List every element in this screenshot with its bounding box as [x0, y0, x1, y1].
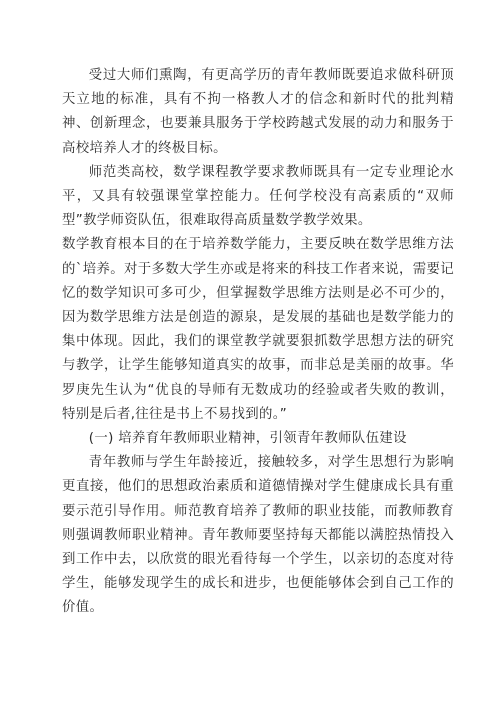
paragraph-teacher-goals: 受过大师们熏陶，有更高学历的青年教师既要追求做科研顶天立地的标准，具有不拘一格教人才的信念和新时代的批判精神、创新理念，也要兼具服务于学校跨越式发展的动力和服务于高校培养人才的终极目标。	[62, 68, 454, 156]
section-heading: (一) 培养育年教师职业精神，引领青年教师队伍建设	[88, 431, 407, 447]
document-body	[62, 64, 454, 621]
paragraph-young-teachers: 青年教师与学生年龄接近，接触较多，对学生思想行为影响更直接，他们的思想政治素质和道德情操对学生健康成长具有重要示范引导作用。师范教育培养了教师的职业技能，而教师教育则强调教师职业精神。青年教师要坚持每天都能以满腔热情投入到工作中去，以欣赏的眼光看待每一个学生，以亲切的态度对待学生，能够发现学生的成长和进步，也便能够体会到自己工作的价值。	[62, 455, 454, 616]
paragraph-math-education: 数学教育根本目的在于培养数学能力，主要反映在数学思维方法的`培养。对于多数大学生亦或是将来的科技工作者来说，需要记忆的数学知识可多可少，但掌握数学思维方法则是必不可少的，因为数学思维方法是创造的源泉，是发展的基础也是数学能力的集中体现。因此，我们的课堂教学就要狠抓数学思想方法的研究与教学，让学生能够知道真实的故事，而非总是美丽的故事。华罗庚先生认为“优良的导师有无数成功的经验或者失败的教训，特别是后者,往往是书上不易找到的。”	[62, 237, 454, 422]
paragraph-normal-university: 师范类高校，数学课程教学要求教师既具有一定专业理论水平，又具有较强课堂掌控能力。任何学校没有高素质的“双师型”教学师资队伍，很难取得高质量数学教学效果。	[62, 164, 454, 229]
